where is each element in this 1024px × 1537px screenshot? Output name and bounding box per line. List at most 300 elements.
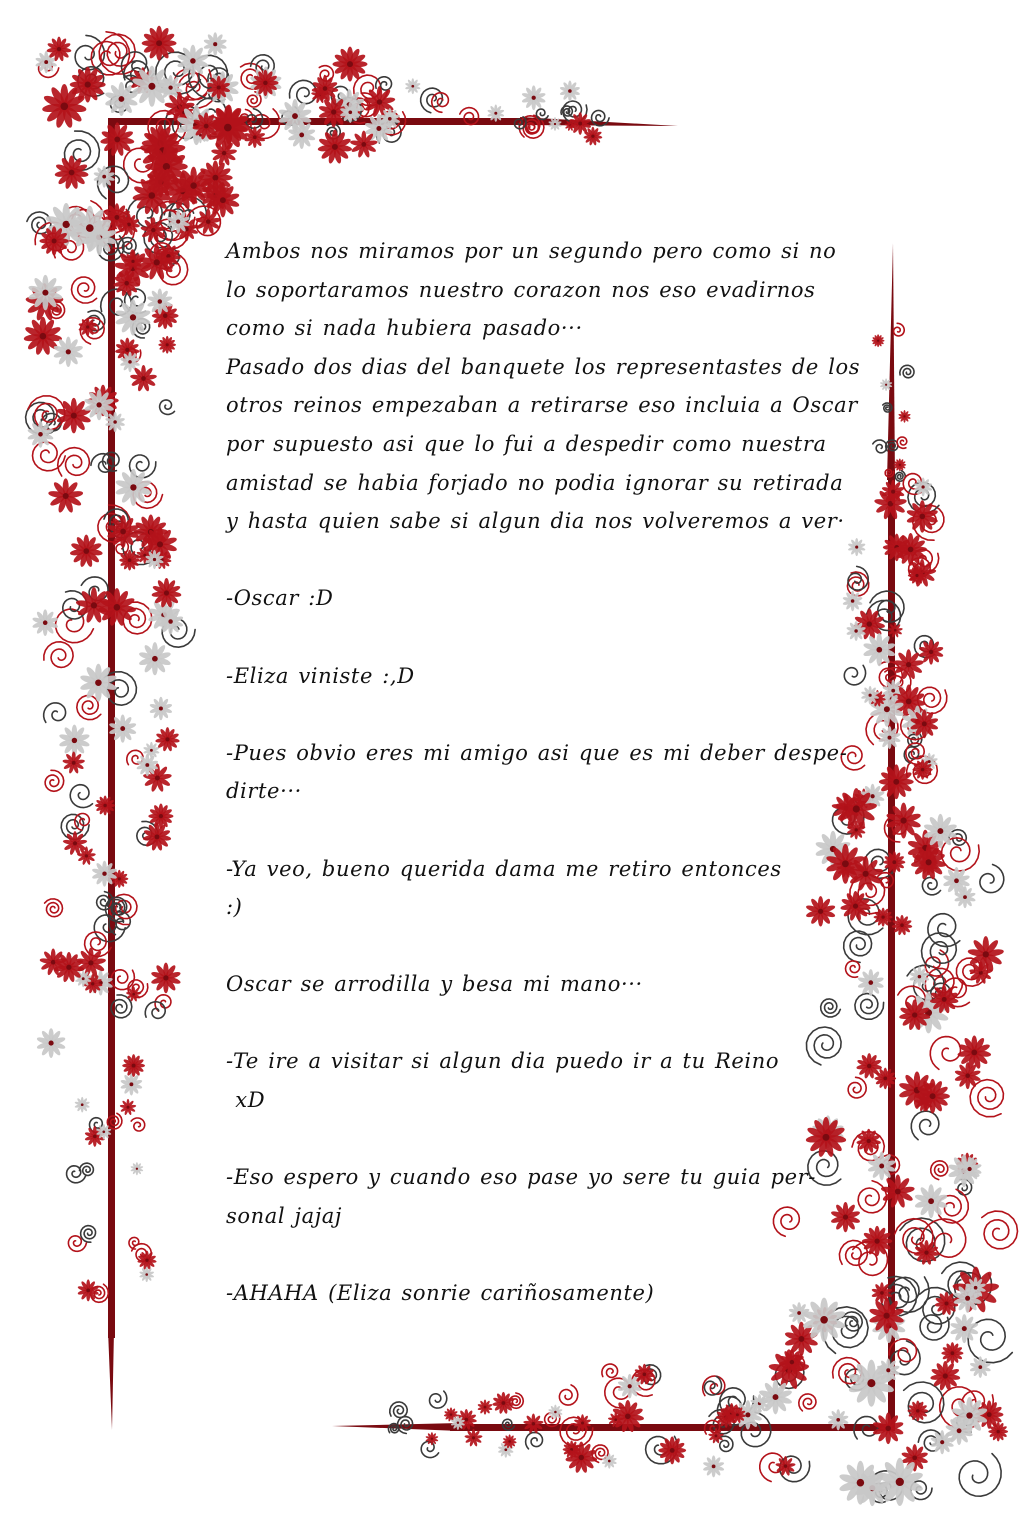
flower-center (163, 163, 170, 170)
blank-line (226, 811, 866, 850)
flower-center (158, 299, 162, 303)
flower-center (867, 1064, 871, 1068)
flower-center (608, 1460, 611, 1463)
flower-center (332, 144, 338, 150)
flower-center (450, 1413, 452, 1415)
flower-center (72, 761, 76, 765)
flower (901, 1444, 929, 1471)
flourish-curl (559, 1385, 577, 1405)
story-line: sonal jajaj (226, 1203, 343, 1228)
flower-center (983, 951, 989, 957)
flower-center (155, 834, 160, 839)
flower-center (920, 514, 926, 520)
flower-center (148, 192, 155, 199)
flourish-curl (920, 1315, 949, 1340)
story-line: -Ya veo, bueno querida dama me retiro entonces (226, 856, 782, 881)
flower-center (348, 110, 352, 114)
flourish-curl (799, 1394, 816, 1411)
flower (879, 764, 914, 799)
flower (872, 334, 885, 347)
flower-center (224, 124, 232, 132)
flower-center (880, 1291, 884, 1295)
flower-center (145, 1259, 148, 1262)
flower-center (93, 1135, 97, 1139)
flower-center (940, 1440, 944, 1444)
flower-center (578, 122, 582, 126)
flourish-curl (68, 1236, 86, 1252)
flower-center (886, 1368, 890, 1372)
flower (405, 78, 421, 94)
flower-center (870, 794, 874, 798)
flower (969, 1356, 991, 1378)
flower-center (347, 61, 353, 67)
flower (559, 80, 580, 101)
flower-center (125, 348, 129, 352)
flower (317, 130, 352, 165)
flower-center (894, 629, 897, 632)
flower-center (163, 313, 168, 318)
flower-center (49, 1041, 54, 1046)
flower-center (168, 619, 172, 623)
flower-center (331, 109, 336, 114)
flower-center (884, 1313, 890, 1319)
flower-center (857, 1479, 865, 1487)
flower (115, 299, 152, 335)
flower-center (899, 464, 901, 466)
flower (142, 26, 177, 61)
flourish-curl (602, 1364, 618, 1377)
flourish-curl (959, 1454, 1001, 1497)
flower-center (736, 1413, 739, 1416)
story-line: :) (226, 895, 243, 920)
flourish-curl (911, 1111, 939, 1140)
flower-center (40, 333, 47, 340)
flower-center (292, 113, 298, 119)
flower-center (464, 1418, 468, 1422)
flourish-curl (883, 403, 892, 412)
flower-center (715, 1435, 718, 1438)
flourish-curl (930, 1037, 960, 1070)
flower-center (895, 1189, 901, 1195)
flower-center (581, 1421, 584, 1424)
flower-center (136, 1168, 138, 1170)
flower-center (131, 260, 134, 263)
flower-center (944, 1301, 948, 1305)
flower (139, 1267, 154, 1282)
flower-center (217, 85, 221, 89)
flower-center (943, 1373, 948, 1378)
flower-center (128, 558, 132, 562)
flower-center (554, 1411, 557, 1414)
flower (950, 1314, 979, 1343)
flower-center (867, 1139, 871, 1143)
flourish-curl (45, 899, 63, 917)
flourish-curl (873, 440, 887, 453)
flower-center (869, 694, 872, 697)
story-line: -AHAHA (Eliza sonrie cariñosamente) (226, 1281, 655, 1306)
flower-center (96, 402, 101, 407)
flower (120, 1099, 137, 1116)
blank-line (226, 695, 866, 734)
flower-center (118, 96, 124, 102)
flower (425, 1432, 438, 1445)
flower-center (206, 219, 211, 224)
flourish-curl (430, 1391, 447, 1408)
flourish-curl (160, 400, 175, 415)
flower-center (154, 259, 160, 265)
flower-center (57, 47, 61, 51)
flower-center (876, 647, 882, 653)
flower-center (166, 343, 169, 346)
flower-center (86, 224, 94, 232)
flower-center (874, 1238, 879, 1243)
story-line: dirte··· (226, 779, 302, 804)
bottom-frame-bar (450, 1424, 895, 1431)
flourish-curl (432, 93, 449, 113)
flower (138, 642, 171, 675)
flower-center (130, 314, 136, 320)
flower-center (784, 1464, 787, 1467)
flower (53, 337, 84, 367)
flower (151, 963, 182, 994)
flower-center (66, 349, 71, 354)
flower (203, 32, 227, 56)
flower-center (145, 1273, 148, 1276)
flower-center (86, 325, 89, 328)
flourish-curl (918, 687, 947, 713)
story-line: -Oscar :D (226, 586, 334, 611)
flower-center (532, 96, 536, 100)
flourish-curl (904, 1382, 944, 1423)
flower-center (114, 136, 120, 142)
flower-center (625, 1414, 631, 1420)
flower-center (670, 1448, 675, 1453)
flower-center (163, 975, 168, 980)
flower-center (891, 490, 895, 494)
flourish-curl (980, 865, 1004, 893)
story-line: amistad se habia forjado no podia ignorar su retirada (226, 470, 844, 495)
flower-center (908, 547, 914, 553)
flower-center (155, 776, 160, 781)
flower-center (912, 1012, 917, 1017)
flower (898, 410, 911, 423)
flower-center (299, 132, 304, 137)
flower-center (773, 1394, 779, 1400)
flower-center (42, 290, 48, 296)
flower-center (867, 621, 872, 626)
flower-center (885, 384, 887, 386)
flower (149, 697, 173, 720)
flower-center (921, 768, 925, 772)
story-line: lo soportaramos nuestro corazon nos eso evadirnos (226, 277, 816, 302)
flower-center (130, 484, 136, 490)
flower-center (113, 420, 117, 424)
flower-center (508, 1440, 510, 1442)
flourish-curl (72, 277, 97, 303)
flower-center (82, 977, 85, 980)
story-text (226, 232, 866, 1313)
flower-center (484, 1406, 487, 1409)
flower-center (52, 238, 57, 243)
flower-center (376, 126, 381, 131)
flower-center (102, 1130, 105, 1133)
flower-center (962, 1326, 967, 1331)
flower-center (102, 871, 106, 875)
flower (59, 725, 91, 757)
flower-center (930, 1093, 936, 1099)
flower-center (253, 135, 257, 139)
flower-center (60, 102, 68, 110)
flower-center (323, 86, 328, 91)
flower-center (906, 698, 912, 704)
flower-center (88, 960, 93, 965)
flower-center (431, 1438, 433, 1440)
flower-center (901, 818, 907, 824)
blank-line (226, 541, 866, 580)
flower-center (922, 721, 927, 726)
flower (48, 478, 84, 513)
flower-center (114, 215, 119, 220)
flower (957, 1035, 991, 1069)
flower-center (388, 117, 392, 121)
flower-center (38, 432, 43, 437)
flower (70, 535, 103, 568)
flower (883, 851, 905, 873)
flower-center (820, 1316, 828, 1324)
flourish-curl (44, 703, 66, 723)
story-line: -Eso espero y cuando eso pase yo sere tu guia per- (226, 1165, 817, 1190)
flower-center (954, 878, 959, 883)
flower-center (896, 1478, 904, 1486)
flower-center (91, 602, 97, 608)
flower-center (504, 1448, 507, 1451)
flower-center (165, 737, 169, 741)
flower-center (921, 485, 924, 488)
flower-center (222, 151, 226, 155)
flower-center (150, 749, 153, 752)
flower-center (120, 529, 126, 535)
flower-center (73, 841, 77, 845)
flower (130, 1162, 143, 1175)
flower-center (966, 1412, 972, 1418)
flower-center (69, 170, 75, 176)
flower-center (628, 1384, 632, 1388)
flower-center (501, 1401, 505, 1405)
flower-center (965, 1296, 970, 1301)
flower-center (965, 1073, 970, 1078)
flower-center (532, 1422, 536, 1426)
flower-center (63, 493, 69, 499)
flower-center (212, 175, 218, 181)
flower-center (867, 1379, 875, 1387)
story-line: -Te ire a visitar si algun dia puedo ir a tu Reino (226, 1049, 780, 1074)
flower-center (128, 360, 132, 364)
story-line: Ambos nos miramos por un segundo pero como si no (226, 239, 837, 263)
blank-line (226, 1235, 866, 1274)
flower-center (912, 1455, 917, 1460)
flower-center (554, 123, 556, 125)
flower (148, 804, 173, 829)
flower-center (159, 706, 163, 710)
flower-center (145, 763, 149, 767)
flower-center (951, 1351, 955, 1355)
flourish-curl (70, 785, 92, 808)
flower (914, 1184, 948, 1218)
flourish-curl (900, 365, 914, 378)
blank-line (226, 1120, 866, 1159)
flower-center (591, 135, 594, 138)
flower-center (127, 1106, 130, 1109)
flourish-curl (81, 1226, 96, 1243)
flower-center (156, 40, 162, 46)
left-bar-tail (108, 1330, 114, 1430)
flower-center (926, 859, 932, 865)
flower-center (148, 83, 155, 90)
flower-center (152, 656, 158, 662)
flower-center (798, 1336, 804, 1342)
flower-center (220, 197, 226, 203)
blank-line (226, 618, 866, 657)
flower-center (132, 1064, 136, 1068)
flourish-curl (536, 109, 548, 120)
flower-center (877, 340, 879, 342)
flower-center (883, 1077, 887, 1081)
flower-center (974, 1286, 978, 1290)
flower-center (132, 993, 135, 996)
flower (941, 1342, 963, 1364)
flower (177, 45, 209, 77)
flower-center (85, 82, 91, 88)
flourish-curl (526, 1432, 543, 1449)
flower-center (472, 1436, 475, 1439)
flower (32, 609, 59, 636)
flower (143, 742, 160, 759)
flower-center (85, 854, 88, 857)
flower-center (643, 1372, 647, 1376)
flower-center (190, 58, 196, 64)
flower-center (891, 689, 895, 693)
flourish-curl (131, 1118, 145, 1131)
flower-center (963, 895, 967, 899)
flower (703, 1455, 725, 1477)
flower-center (836, 1418, 840, 1422)
flower-center (114, 604, 121, 611)
story-line: xD (226, 1088, 266, 1113)
flourish-curl (897, 437, 907, 448)
flower-center (141, 376, 146, 381)
flower-center (157, 541, 163, 547)
flower (464, 1429, 482, 1447)
flower-center (168, 85, 172, 89)
flower-center (72, 738, 77, 743)
flourish-curl (421, 1442, 438, 1458)
story-line: y hasta quien sabe si algun dia nos volveremos a ver· (226, 509, 845, 534)
flower-center (929, 650, 933, 654)
flower-center (95, 679, 102, 686)
flourish-curl (894, 323, 905, 336)
flower-center (81, 1103, 84, 1106)
flower-center (51, 960, 56, 965)
flower-center (884, 706, 890, 712)
flower (658, 1436, 686, 1464)
flower-center (997, 1430, 1000, 1433)
flower-center (377, 99, 382, 104)
flower-center (159, 814, 163, 818)
flower-center (971, 1049, 977, 1055)
flourish-curl (390, 1402, 407, 1418)
flower (492, 1392, 515, 1414)
flourish-curl (80, 1163, 94, 1175)
flower-center (881, 915, 884, 918)
flower-center (124, 281, 129, 286)
flower-center (176, 220, 180, 224)
flower (62, 751, 85, 774)
story-line: Pasado dos dias del banquete los representastes de los (226, 354, 861, 379)
blank-line (226, 1004, 866, 1043)
flourish-curl (922, 877, 940, 894)
flower-center (66, 965, 71, 970)
flower-center (745, 1412, 750, 1417)
flower-center (888, 736, 892, 740)
flower-center (885, 1426, 890, 1431)
flower-center (924, 1250, 928, 1254)
story-line: otros reinos empezaban a retirarse eso incluia a Oscar (226, 393, 858, 418)
flower (77, 846, 96, 865)
flower-center (916, 1409, 920, 1413)
flower-center (118, 877, 121, 880)
flower-center (102, 175, 106, 179)
flower-center (457, 1421, 459, 1423)
flower-center (967, 1167, 971, 1171)
flower-center (900, 923, 904, 927)
story-line: por supuesto asi que lo fui a despedir como nuestra (226, 431, 827, 456)
flower-center (879, 1164, 884, 1169)
flower (521, 85, 546, 110)
flower-center (91, 982, 94, 985)
flower-center (494, 112, 497, 115)
flower-center (903, 415, 905, 417)
flower (158, 336, 176, 354)
flower (907, 1401, 928, 1422)
flower-center (987, 1412, 992, 1417)
flower-center (103, 804, 106, 807)
flower-center (129, 1082, 133, 1086)
flower-center (614, 1418, 617, 1421)
story-line: -Pues obvio eres mi amigo asi que es mi deber despe- (226, 740, 848, 765)
flower-center (942, 997, 947, 1002)
story-line: Oscar se arrodilla y besa mi mano··· (226, 972, 643, 997)
flower-center (928, 760, 931, 763)
flower-center (71, 413, 77, 419)
flower-center (86, 1289, 90, 1293)
flower-center (164, 590, 169, 595)
flower-center (44, 60, 48, 64)
flower-center (151, 228, 155, 232)
flower-center (213, 42, 217, 46)
flower-center (411, 85, 414, 88)
flower-center (568, 89, 572, 93)
flower-center (120, 726, 125, 731)
flower-center (579, 1455, 584, 1460)
flower (122, 1054, 145, 1077)
story-line: como si nada hubiera pasado··· (226, 316, 583, 341)
flower-center (263, 81, 267, 85)
flower (893, 458, 906, 471)
flower-center (204, 124, 209, 129)
blank-line (226, 927, 866, 966)
flower-center (978, 1365, 982, 1369)
flower-center (906, 662, 911, 667)
